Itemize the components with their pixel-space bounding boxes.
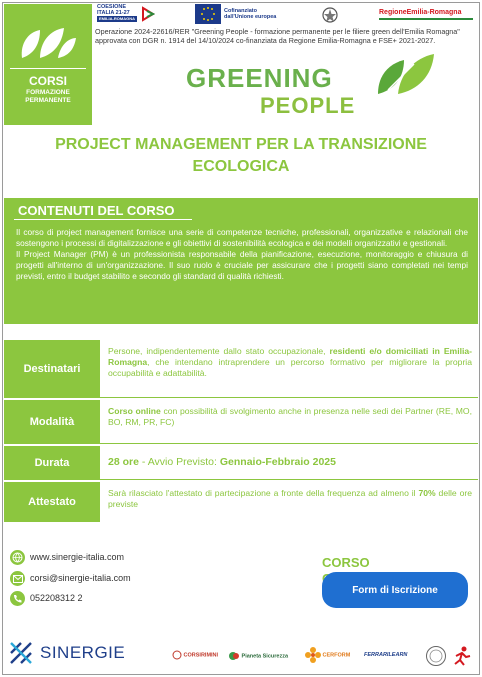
operation-text: Operazione 2024-22616/RER "Greening People - formazione permanente per le filiere green dell'Emilia Romagna" approvata con DGR n. 1914 del 14/10/2024 co-finanziata da Regione Emilia-Romagna e FSE+ 2021-2027. [95,27,460,45]
label-modalita: Modalità [4,400,100,444]
regione-text: RegioneEmilia-Romagna [379,9,462,16]
republic-emblem-icon [322,4,338,26]
contact-web[interactable] [10,550,124,565]
contents-paragraph-2: Il Project Manager (PM) è un professionista responsabile della pianificazione, esecuzione, monitoraggio e chiusura di progetti all'interno di un'organizzazione. Il suo ruolo è cruciale per assicurare che i progetti siano completati nei tempi previsti, entro il budget stabilito e secondo gli standard di qualità richiesti. [16,249,468,281]
sinergie-logo [8,640,125,666]
value-destinatari: Persone, indipendentemente dallo stato occupazionale, residenti e/o domiciliati in Emilia-Romagna, che intendano intraprendere un percorso formativo per migliorare la propria occupabilità e adattabilità. [108,346,472,379]
row-attestato [4,482,478,522]
corso-text: CORSO [322,555,370,570]
regione-bar [379,18,473,20]
greening-leaves-icon [374,50,440,98]
brand-formazione: FORMAZIONE [26,89,70,96]
email-link[interactable]: corsi@sinergie-italia.com [30,573,131,583]
coesione-sub: ITALIA 21-27 [97,10,130,16]
row-destinatari [4,340,478,398]
project-title-greening: GREENING [186,63,333,93]
pianeta-icon [228,651,240,661]
label-destinatari: Destinatari [4,340,100,398]
label-durata: Durata [4,446,100,480]
contact-phone[interactable] [10,591,90,606]
corsirimini-logo: CORSIRIMINI [172,650,218,660]
value-attestato: Sarà rilasciato l'attestato di partecipazione a fronte della frequenza ad almeno il 70% delle ore previste [108,488,472,510]
contents-text [16,227,468,282]
round-seal-icon [425,645,447,667]
sinergie-mark-icon [8,640,34,666]
envelope-icon [10,571,25,586]
contents-heading: CONTENUTI DEL CORSO [18,203,175,218]
eu-line1: Cofinanziato [224,8,257,14]
cerform-logo: CERFORM [305,647,350,663]
funding-logos [95,4,475,28]
row-durata [4,446,478,480]
website-link[interactable]: www.sinergie-italia.com [30,552,125,562]
brand-corsi: CORSI [28,74,67,88]
project-title-people: PEOPLE [260,93,356,118]
sinergie-wordmark: SINERGIE [40,643,126,662]
runner-icon [452,645,472,667]
phone-icon [10,591,25,606]
row-modalita [4,400,478,444]
coesione-logo [97,4,157,26]
label-attestato: Attestato [4,482,100,522]
eu-line2: dall'Unione europea [224,14,277,20]
leaves-logo-icon [18,22,78,62]
course-title: PROJECT MANAGEMENT PER LA TRANSIZIONE ECOLOGICA [55,136,427,175]
course-contents-panel [4,198,478,324]
cerform-flower-icon [305,647,321,663]
ferrarilearn-logo: FERRARILEARN [364,652,408,658]
value-durata: 28 ore - Avvio Previsto: Gennaio-Febbraio 2025 [108,456,336,468]
corsirimini-icon [172,650,182,660]
eu-flag-icon [195,4,221,24]
brand-divider [10,68,86,69]
phone-number[interactable]: 052208312 2 [30,593,83,603]
contents-underline [14,219,192,220]
coesione-arrow-icon [141,6,155,22]
pianeta-logo: Pianeta Sicurezza [228,651,288,661]
contents-paragraph-1: Il corso di project management fornisce una serie di competenze tecniche, professionali, organizzative e relazionali che sostengono i processi di digitalizzazione e gli obiettivi di sostenibilità ecologica e dei modelli organizzativi e gestionali. [16,227,468,248]
contact-email[interactable] [10,571,131,586]
value-modalita: Corso online con possibilità di svolgimento anche in presenza nelle sedi dei Partner (RE, MO, BO, RM, PR, FC) [108,406,472,428]
coesione-text: COESIONE [97,4,127,10]
republic-emblem [322,4,338,26]
eu-logo [195,4,285,26]
brand-permanente: PERMANENTE [25,97,71,104]
brand-block [4,4,92,125]
coesione-region: EMILIA-ROMAGNA [99,16,135,21]
registration-form-button[interactable]: Form di Iscrizione [322,572,468,608]
globe-icon [10,550,25,565]
